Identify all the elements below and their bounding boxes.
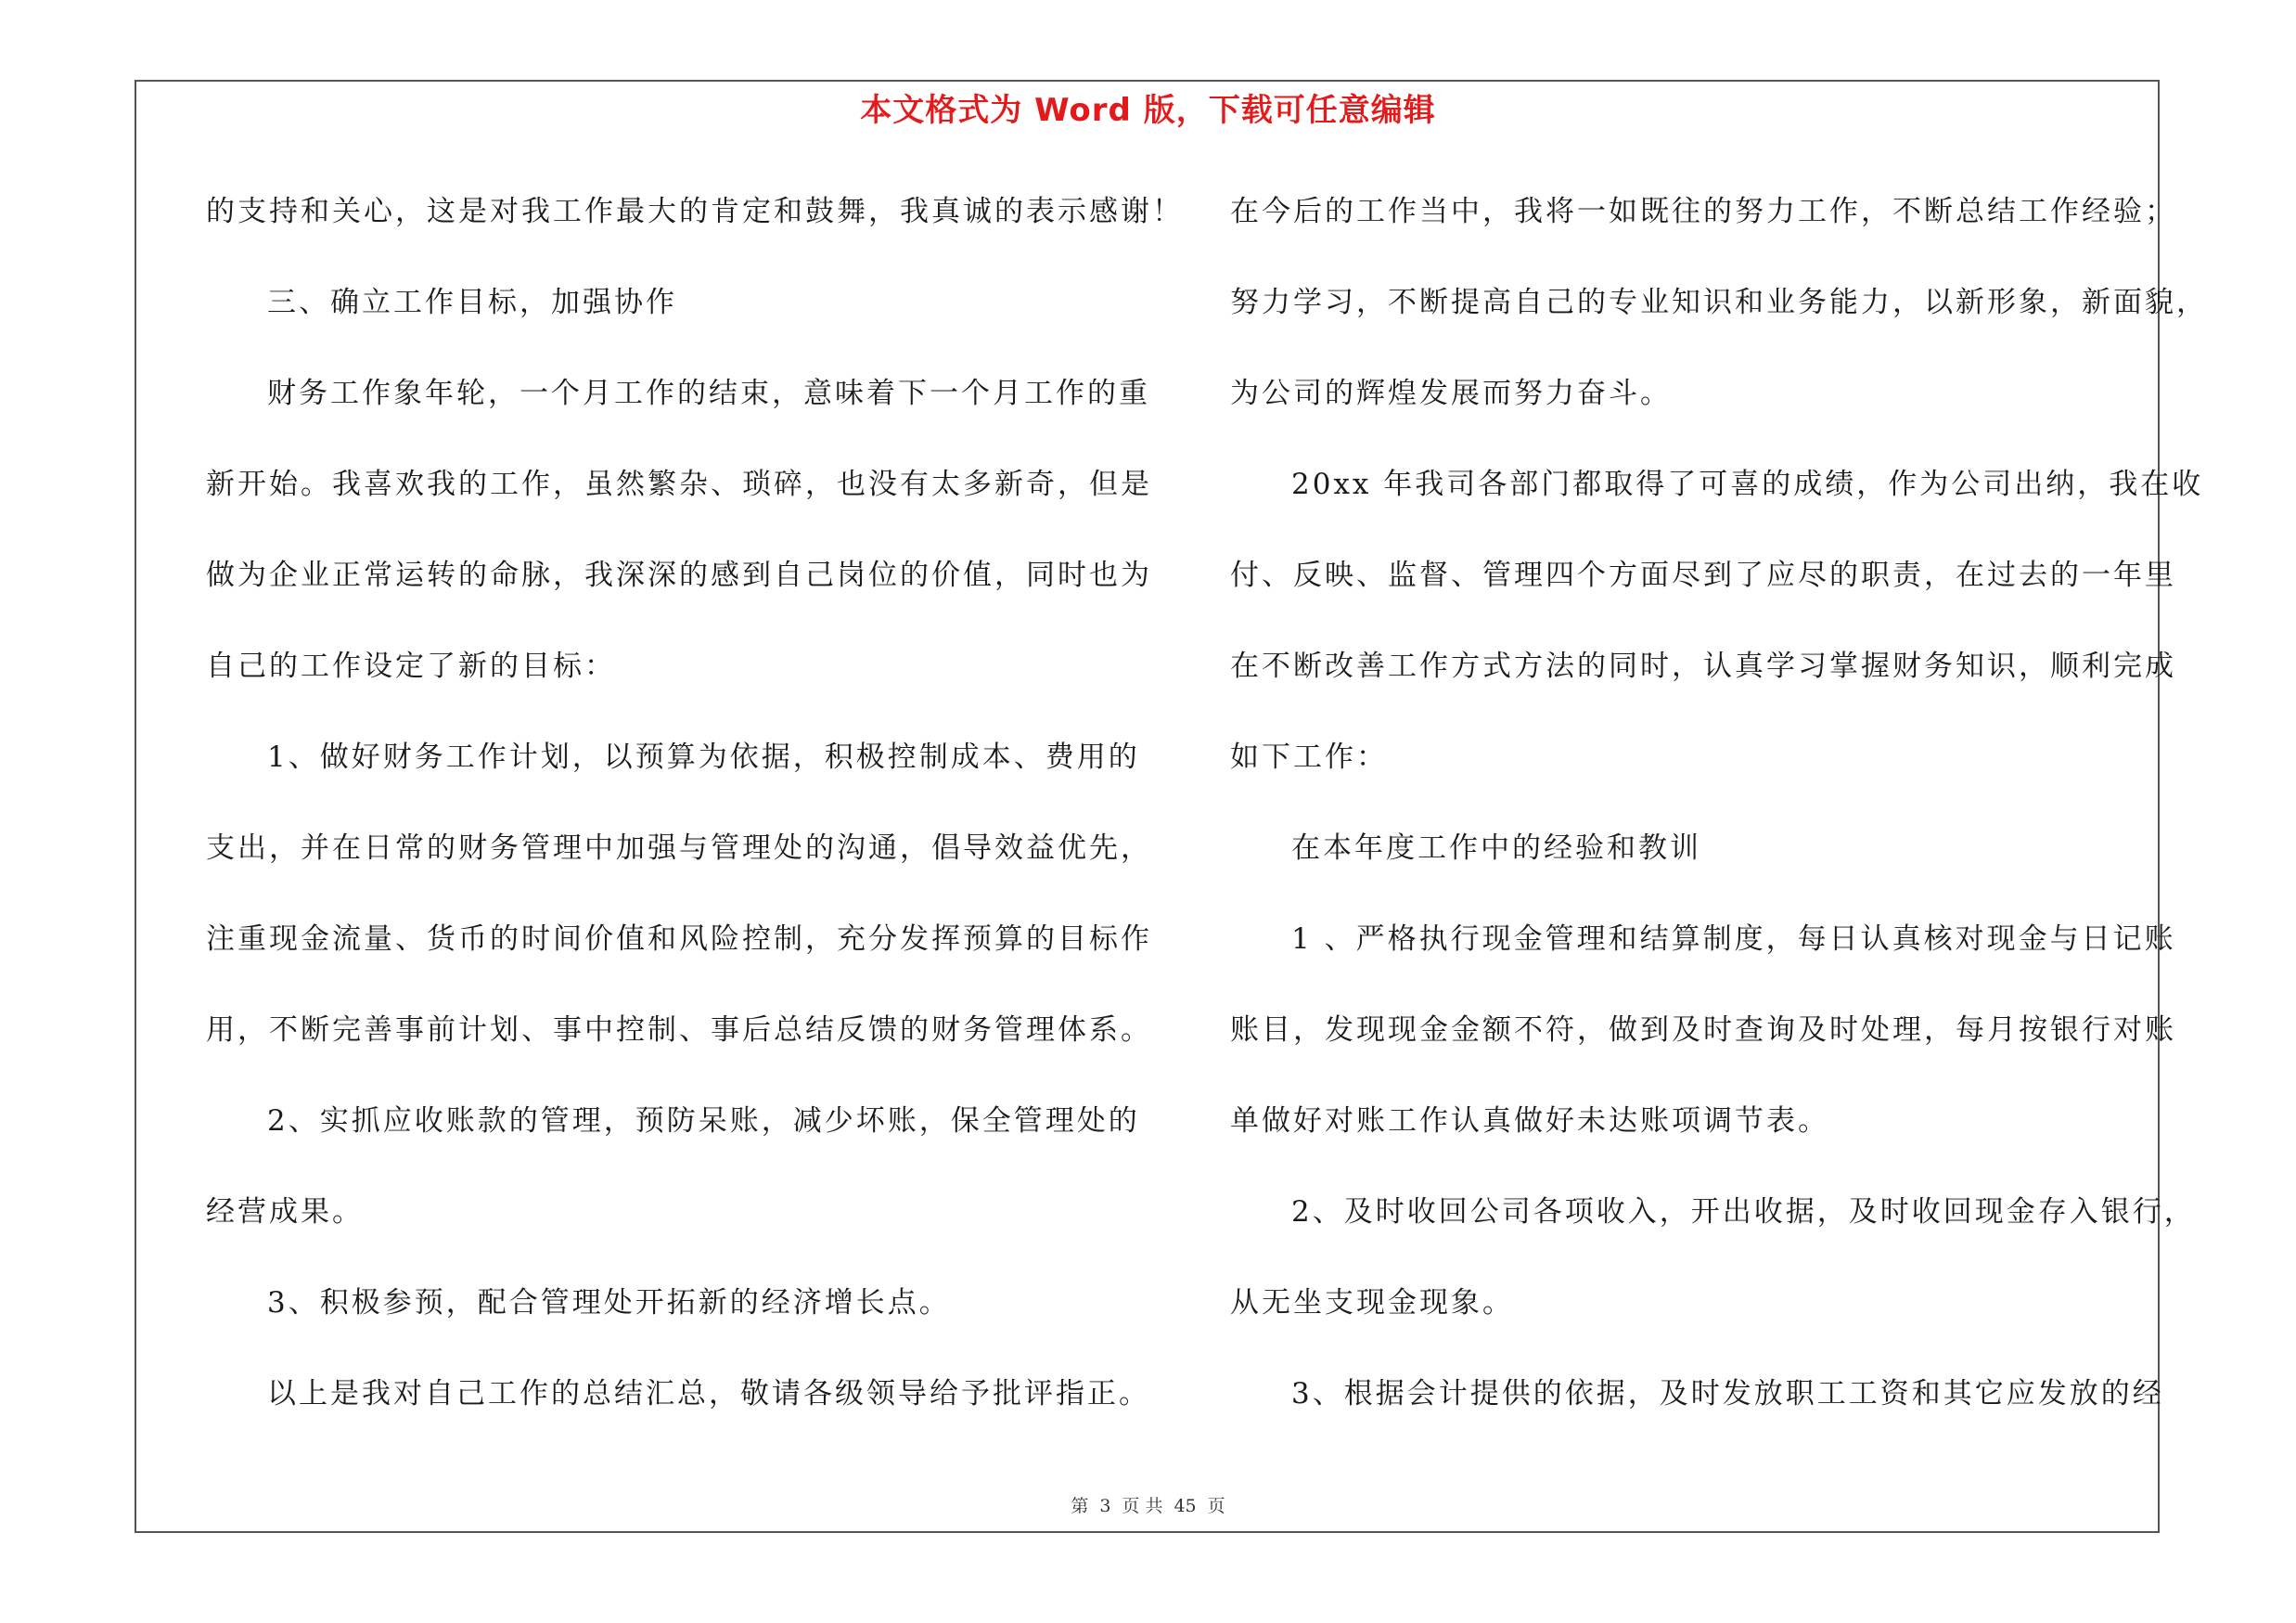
text-line: 2、及时收回公司各项收入，开出收据，及时收回现金存入银行，: [1291, 1195, 2196, 1229]
text-line: 用，不断完善事前计划、事中控制、事后总结反馈的财务管理体系。: [206, 1013, 1152, 1047]
right-text-column: [1230, 184, 2208, 1457]
text-line: 在不断改善工作方式方法的同时，认真学习掌握财务知识，顺利完成: [1230, 650, 2176, 683]
text-line: 为公司的辉煌发展而努力奋斗。: [1230, 377, 1672, 410]
left-text-column: [206, 184, 1184, 1457]
page-footer: [0, 1492, 2296, 1517]
text-line: 支出，并在日常的财务管理中加强与管理处的沟通，倡导效益优先，: [206, 831, 1152, 865]
footer-prefix: 第: [1071, 1496, 1089, 1516]
text-line: 20xx 年我司各部门都取得了可喜的成绩，作为公司出纳，我在收: [1291, 468, 2204, 501]
text-line: 3、根据会计提供的依据，及时发放职工工资和其它应发放的经: [1291, 1377, 2164, 1410]
footer-total-pages: 45: [1174, 1496, 1197, 1516]
text-line: 做为企业正常运转的命脉，我深深的感到自己岗位的价值，同时也为: [206, 559, 1152, 592]
footer-middle: 页 共: [1122, 1496, 1163, 1516]
text-line: 付、反映、监督、管理四个方面尽到了应尽的职责，在过去的一年里: [1230, 559, 2176, 592]
text-line: 注重现金流量、货币的时间价值和风险控制，充分发挥预算的目标作: [206, 922, 1152, 956]
text-line: 在本年度工作中的经验和教训: [1291, 831, 1701, 865]
text-line: 1、做好财务工作计划，以预算为依据，积极控制成本、费用的: [267, 741, 1140, 774]
text-line: 三、确立工作目标，加强协作: [267, 286, 677, 319]
text-line: 自己的工作设定了新的目标：: [206, 650, 616, 683]
text-line: 如下工作：: [1230, 741, 1388, 774]
text-line: 以上是我对自己工作的总结汇总，敬请各级领导给予批评指正。: [267, 1377, 1150, 1410]
text-line: 的支持和关心，这是对我工作最大的肯定和鼓舞，我真诚的表示感谢！: [206, 195, 1184, 228]
text-line: 从无坐支现金现象。: [1230, 1286, 1514, 1320]
text-line: 2、实抓应收账款的管理，预防呆账，减少坏账，保全管理处的: [267, 1104, 1140, 1138]
text-line: 财务工作象年轮，一个月工作的结束，意味着下一个月工作的重: [267, 377, 1150, 410]
text-line: 新开始。我喜欢我的工作，虽然繁杂、琐碎，也没有太多新奇，但是: [206, 468, 1152, 501]
word-format-banner: 本文格式为 Word 版，下载可任意编辑: [860, 92, 1436, 129]
text-line: 经营成果。: [206, 1195, 364, 1229]
text-line: 努力学习，不断提高自己的专业知识和业务能力，以新形象，新面貌，: [1230, 286, 2208, 319]
text-line: 在今后的工作当中，我将一如既往的努力工作，不断总结工作经验；: [1230, 195, 2176, 228]
footer-suffix: 页: [1207, 1496, 1225, 1516]
footer-page-number: 3: [1099, 1496, 1111, 1516]
text-line: 账目，发现现金金额不符，做到及时查询及时处理，每月按银行对账: [1230, 1013, 2176, 1047]
text-line: 1 、严格执行现金管理和结算制度，每日认真核对现金与日记账: [1291, 922, 2176, 956]
text-line: 3、积极参预，配合管理处开拓新的经济增长点。: [267, 1286, 951, 1320]
text-line: 单做好对账工作认真做好未达账项调节表。: [1230, 1104, 1829, 1138]
